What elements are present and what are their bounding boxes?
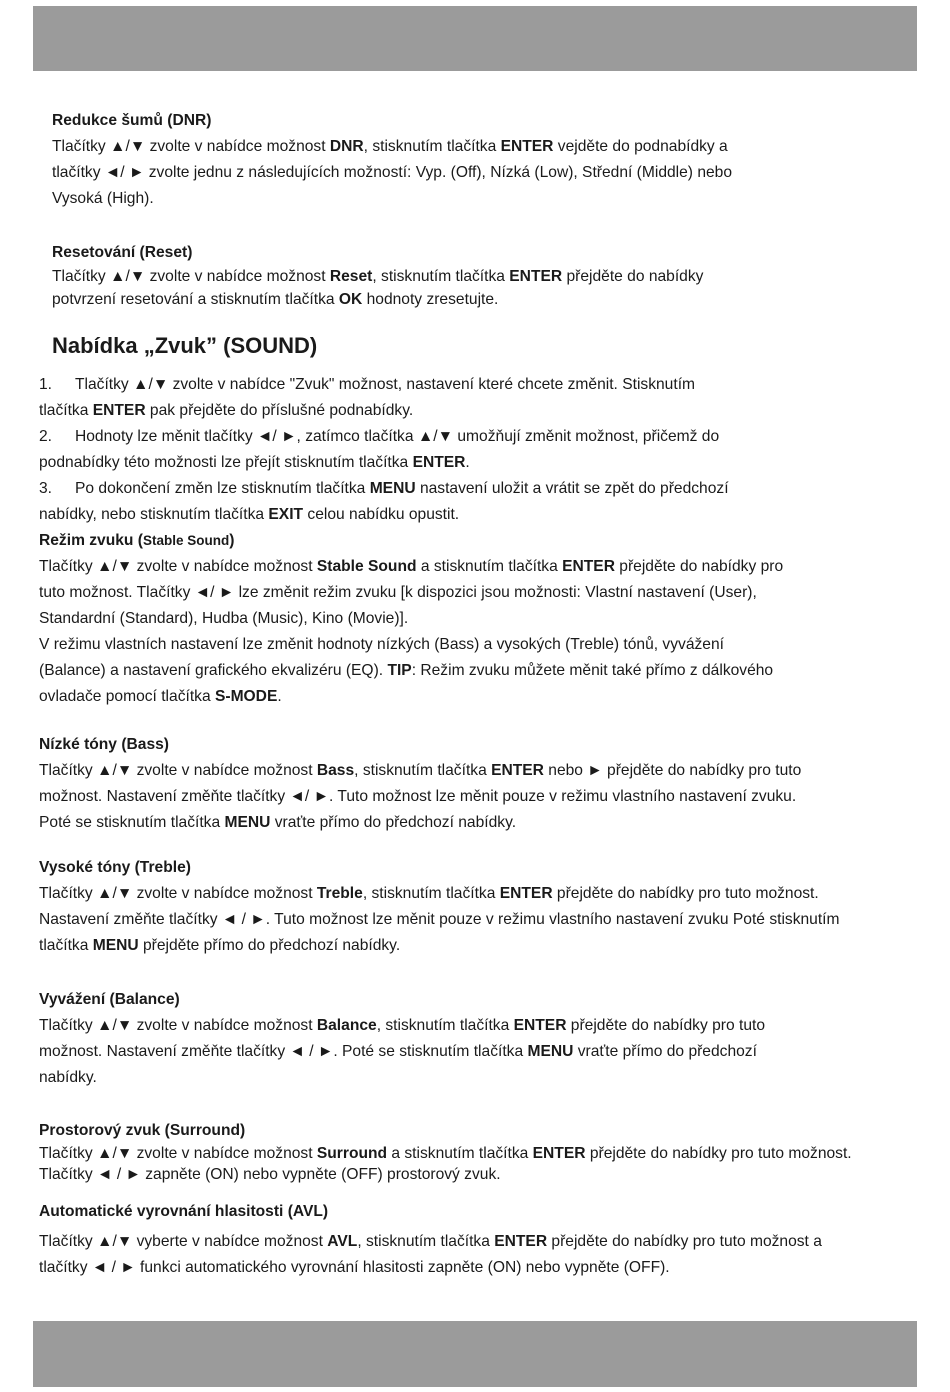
keyword: Stable Sound [316,558,417,575]
section-body [39,881,840,959]
step-number: 2. [39,428,53,445]
section-body [52,134,732,212]
text-run: ovladače pomocí tlačítka [39,688,215,705]
section-steps [39,372,729,528]
text-run: nastavení uložit a vrátit se zpět do předchozí [415,480,729,497]
text-run: Tlačítky ▲/▼ zvolte v nabídce možnost [39,1017,317,1034]
text-run: možnost. Nastavení změňte tlačítky ◄ / ►. Poté se stisknutím tlačítka [39,1043,528,1060]
footer-bar [33,1321,917,1387]
text-line [39,398,729,424]
text-line [39,784,801,810]
text-run: možnost. Nastavení změňte tlačítky ◄/ ►. Tuto možnost lze měnit pouze v režimu vlastního nastavení zvuku. [39,788,797,805]
text-run: Vysoká (High). [52,190,154,207]
text-run: , stisknutím tlačítka [362,885,500,902]
step-number: 3. [39,480,53,497]
section-body [39,1229,822,1281]
text-run: přejděte přímo do předchozí nabídky. [138,937,401,954]
section-body [39,372,729,528]
section-surround [39,1120,852,1185]
text-run: Tlačítky ▲/▼ zvolte v nabídce možnost [39,762,317,779]
keyword: MENU [224,814,271,831]
keyword: ENTER [412,454,466,471]
text-line [39,933,840,959]
text-line [39,528,783,554]
text-run: Poté se stisknutím tlačítka [39,814,225,831]
header-bar [33,6,917,71]
text-run: vejděte do podnabídky a [553,138,728,155]
text-run: Tlačítky ▲/▼ zvolte v nabídce možnost [39,558,317,575]
text-run: , stisknutím tlačítka [376,1017,514,1034]
text-line [39,881,840,907]
text-run: nabídky, nebo stisknutím tlačítka [39,506,269,523]
section-heading: Vyvážení (Balance) [39,991,180,1008]
text-run: : Režim zvuku můžete měnit také přímo z dálkového [411,662,774,679]
text-line [39,810,801,836]
keyword: TIP [387,662,412,679]
text-run: Tlačítky ▲/▼ zvolte v nabídce možnost [39,1145,317,1162]
keyword: Balance [316,1017,377,1034]
text-run: . [465,454,470,471]
keyword: ENTER [513,1017,567,1034]
section-sound-mode [39,528,783,710]
section-heading: Automatické vyrovnání hlasitosti (AVL) [39,1203,329,1220]
section-heading: Redukce šumů (DNR) [52,112,212,129]
text-run: nabídky. [39,1069,97,1086]
text-run: Hodnoty lze měnit tlačítky ◄/ ►, zatímco tlačítka ▲/▼ umožňují změnit možnost, přičemž do [75,428,720,445]
text-line [39,1164,852,1185]
keyword: MENU [527,1043,574,1060]
step-number: 1. [39,376,53,393]
section-body [39,758,801,836]
text-line [39,658,783,684]
text-run: tlačítka [39,402,93,419]
text-run: přejděte do nabídky pro tuto [566,1017,765,1034]
page-title: Nabídka „Zvuk” (SOUND) [52,333,318,358]
keyword: Bass [316,762,355,779]
text-run: , stisknutím tlačítka [372,268,510,285]
text-run: Nastavení změňte tlačítky ◄ / ►. Tuto možnost lze měnit pouze v režimu vlastního nastavení zvuku Poté stisknutím [39,911,840,928]
keyword: OK [338,291,363,308]
keyword: ENTER [500,138,554,155]
text-line [39,907,840,933]
section-body [39,528,783,710]
text-run: přejděte do nabídky [562,268,704,285]
text-line [39,580,783,606]
keyword: Reset [329,268,373,285]
keyword: ) [229,532,235,549]
section-treble [39,855,840,959]
keyword: ENTER [491,762,544,779]
text-line [39,476,729,502]
text-run: Tlačítky ◄ / ► zapněte (ON) nebo vypněte (OFF) prostorový zvuk. [39,1166,501,1183]
section-heading: Resetování (Reset) [52,244,193,261]
text-run: Tlačítky ▲/▼ zvolte v nabídce možnost [52,268,330,285]
text-run: , stisknutím tlačítka [357,1233,495,1250]
keyword: ENTER [499,885,553,902]
text-run: , stisknutím tlačítka [363,138,501,155]
keyword: ENTER [92,402,146,419]
text-run: . [277,688,282,705]
text-run: celou nabídku opustit. [303,506,460,523]
text-line [39,1143,852,1164]
text-line [52,134,732,160]
text-line [39,502,729,528]
text-run: tlačítky ◄/ ► zvolte jednu z následujících možností: Vyp. (Off), Nízká (Low), Střední (Middle) nebo [52,164,733,181]
text-run: a stisknutím tlačítka [416,558,563,575]
section-bass [39,732,801,836]
text-line [39,1065,765,1091]
text-run: hodnoty zresetujte. [362,291,499,308]
keyword: ENTER [494,1233,548,1250]
text-run: Standardní (Standard), Hudba (Music), Kino (Movie)]. [39,610,409,627]
text-run: (Balance) a nastavení grafického ekvalizéru (EQ). [39,662,388,679]
text-run: a stisknutím tlačítka [387,1145,533,1162]
text-run: V režimu vlastních nastavení lze změnit hodnoty nízkých (Bass) a vysokých (Treble) tónů, vyvážení [39,636,724,653]
text-run: tuto možnost. Tlačítky ◄/ ► lze změnit režim zvuku [k dispozici jsou možnosti: Vlastní nastavení (User), [39,584,757,601]
keyword: Režim zvuku ( [39,532,143,549]
keyword: EXIT [268,506,304,523]
text-run: tlačítka [39,937,93,954]
section-body [39,1143,852,1185]
section-balance [39,987,765,1091]
keyword: AVL [327,1233,358,1250]
section-heading: Nízké tóny (Bass) [39,736,169,753]
text-run: potvrzení resetování a stisknutím tlačítka [52,291,339,308]
section-avl [39,1199,822,1281]
text-line [39,1255,822,1281]
keyword: MENU [92,937,139,954]
text-line [39,450,729,476]
keyword: ENTER [532,1145,586,1162]
text-run: Po dokončení změn lze stisknutím tlačítka [75,480,370,497]
text-run: přejděte do nabídky pro tuto možnost a [547,1233,822,1250]
text-line [39,758,801,784]
keyword: Surround [316,1145,388,1162]
section-body [52,265,703,311]
keyword: Treble [316,885,363,902]
text-line [39,1013,765,1039]
text-run: Tlačítky ▲/▼ zvolte v nabídce možnost [52,138,330,155]
text-line [39,632,783,658]
text-line [39,424,729,450]
text-run: Tlačítky ▲/▼ zvolte v nabídce možnost [39,885,317,902]
text-run: Tlačítky ▲/▼ vyberte v nabídce možnost [39,1233,328,1250]
text-line [52,265,703,288]
section-dnr [52,108,732,212]
text-line [39,606,783,632]
text-run: vraťte přímo do předchozí [573,1043,757,1060]
text-run: přejděte do nabídky pro tuto možnost. [552,885,819,902]
text-line [39,1229,822,1255]
text-run: přejděte do nabídky pro [614,558,784,575]
keyword: DNR [329,138,364,155]
text-run: vraťte přímo do předchozí nabídky. [270,814,517,831]
text-run: tlačítky ◄ / ► funkci automatického vyrovnání hlasitosti zapněte (ON) nebo vypněte (OFF). [39,1259,670,1276]
text-line [52,186,732,212]
text-run: přejděte do nabídky pro tuto možnost. [585,1145,852,1162]
keyword: ENTER [509,268,563,285]
text-run: , stisknutím tlačítka [354,762,492,779]
text-run: podnabídky této možnosti lze přejít stisknutím tlačítka [39,454,413,471]
section-heading: Vysoké tóny (Treble) [39,859,191,876]
text-run: Tlačítky ▲/▼ zvolte v nabídce "Zvuk" možnost, nastavení které chcete změnit. Stisknutím [75,376,696,393]
keyword: S-MODE [214,688,278,705]
text-line [52,288,703,311]
keyword: MENU [369,480,416,497]
section-heading: Prostorový zvuk (Surround) [39,1122,246,1139]
text-line [39,554,783,580]
text-line [39,1039,765,1065]
keyword: Stable Sound [142,533,230,548]
text-run: nebo ► přejděte do nabídky pro tuto [543,762,802,779]
text-line [39,372,729,398]
text-line [39,684,783,710]
keyword: ENTER [562,558,615,575]
text-line [52,160,732,186]
section-reset [52,242,703,311]
text-run: pak přejděte do příslušné podnabídky. [145,402,414,419]
section-body [39,1013,765,1091]
